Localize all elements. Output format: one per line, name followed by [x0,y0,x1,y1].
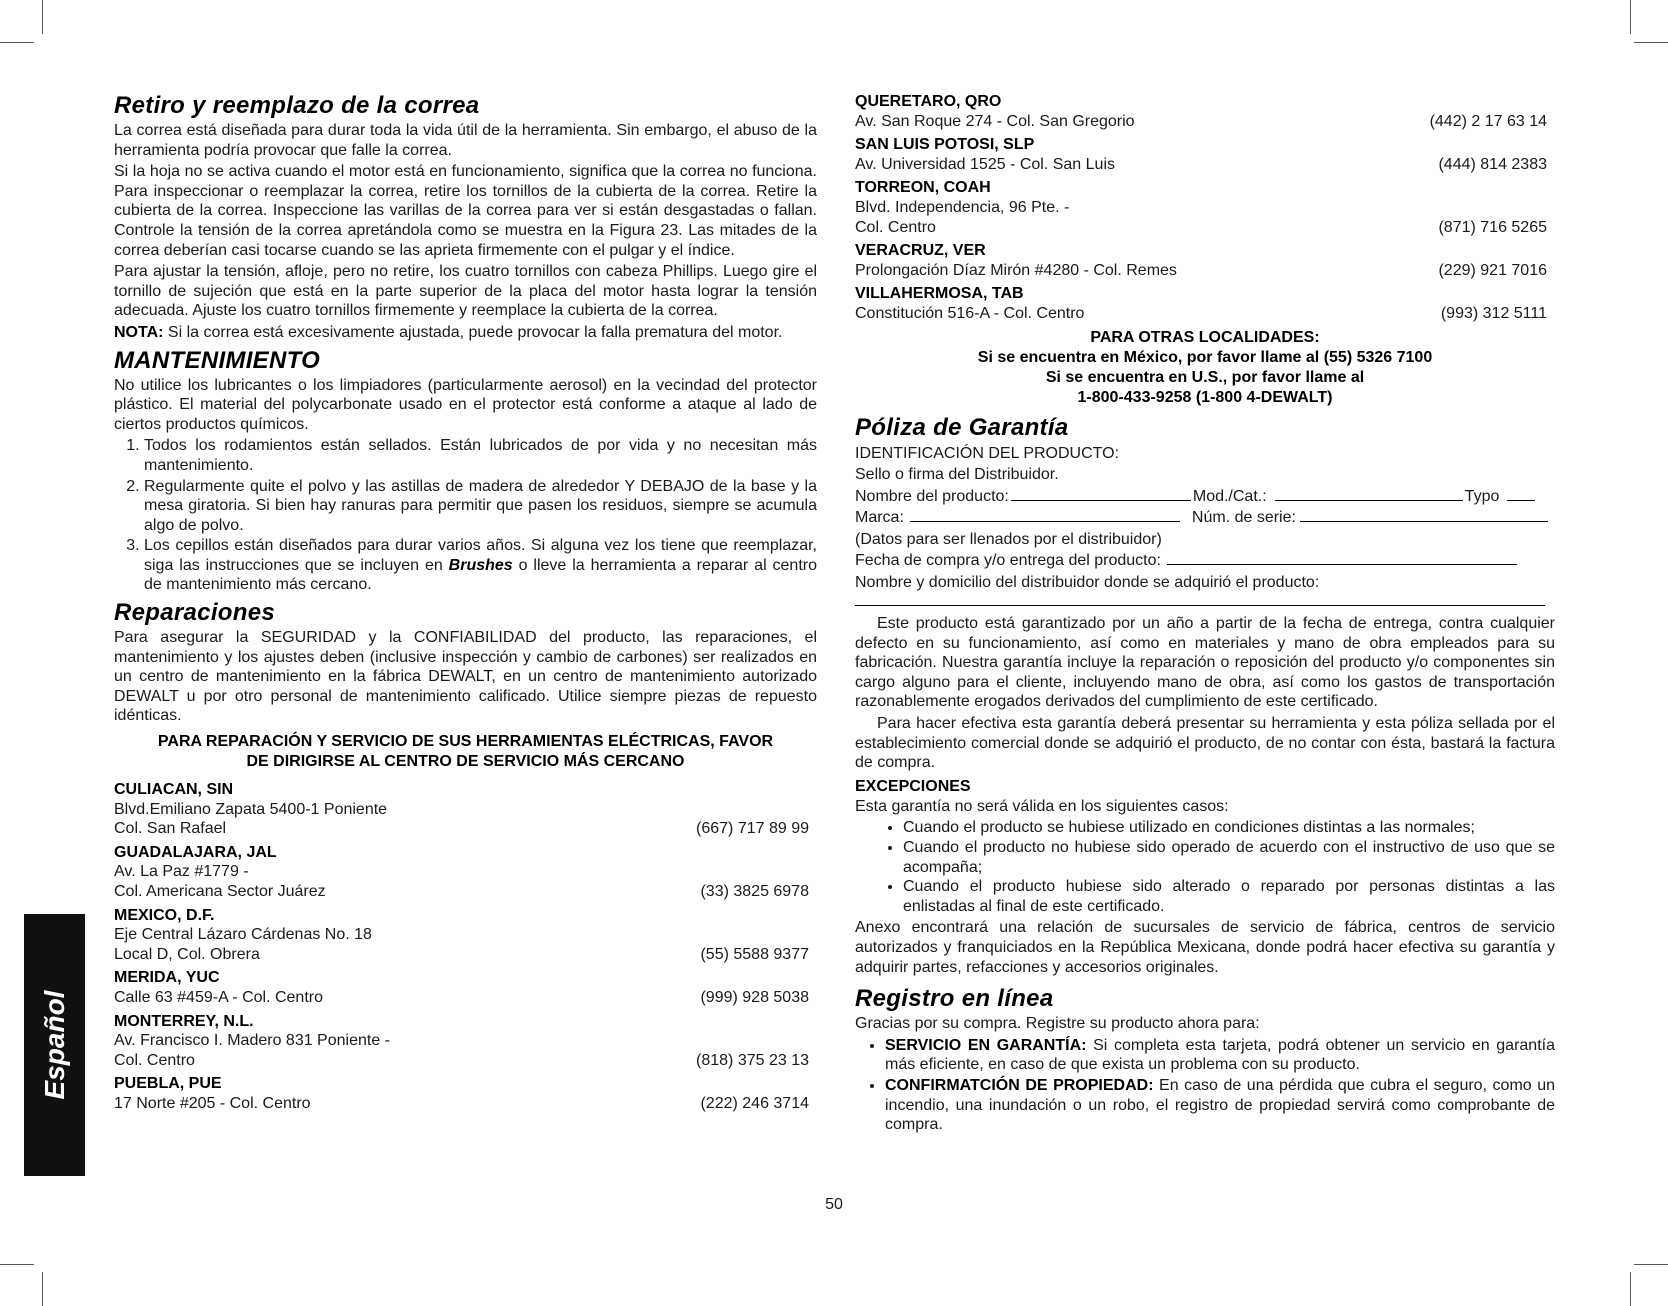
center-address: Local D, Col. Obrera [114,945,260,963]
exceptions-list [855,818,1555,916]
list-item: • Cuando el producto se hubiese utilizado en condiciones distintas a las normales; [903,818,1555,838]
center-phone: (667) 717 89 99 [696,820,809,838]
service-center [114,906,817,965]
crop-mark [42,0,43,34]
center-city: CULIACAN, SIN [114,781,234,799]
service-center [114,1074,817,1113]
warranty-title: Póliza de Garantía [855,413,1069,441]
distributor-seal-label: Sello o firma del Distribuidor. [855,466,1059,484]
item-text: Los cepillos están diseñados para durar varios años. Si alguna vez los tiene que reemplazar, siga las instrucciones que se incluyen en [144,537,817,574]
banner-line: DE DIRIGIRSE AL CENTRO DE SERVICIO MÁS CERCANO [246,753,685,771]
center-address: 17 Norte #205 - Col. Centro [114,1094,311,1112]
type-label: Typo [1464,487,1500,505]
distributor-address-field[interactable] [855,593,1545,606]
repairs-title: Reparaciones [114,599,276,627]
center-phone: (993) 312 5111 [1440,304,1547,322]
center-address: Col. Centro [114,1051,195,1069]
center-address: Av. La Paz #1779 - [114,863,249,881]
exceptions-title: EXCEPCIONES [855,777,971,795]
warranty-paragraph-2: Para hacer efectiva esta garantía deberá presentar su herramienta y esta póliza sellada por el establecimiento comercial donde se adquirió el producto, de no contar con ésta, bastará la factura de compra. [855,715,1555,772]
exceptions-intro: Esta garantía no será válida en los siguientes casos: [855,797,1229,815]
warranty-paragraph-1: Este producto está garantizado por un año a partir de la fecha de entrega, contra cualquier defecto en su funcionamiento, así como en materiales y mano de obra empleados para su fabricación. Nuestra garantía incluye la reparación o reposición del producto y/o componentes sin cargo alguno para el cliente, incluyendo mano de obra, así como los gastos de transportación razonablemente erogados derivados del cumplimiento de este certificado. [855,615,1555,711]
crop-mark [0,1264,34,1265]
belt-paragraph-3: Para ajustar la tensión, afloje, pero no retire, los cuatro tornillos con cabeza Phillips. Luego gire el tornillo de sujeción que está en la parte superior de la placa del motor hasta lograr la tensión adecuada. Ajuste los cuatro tornillos firmemente y reemplace la cubierta de la correa. [114,263,817,320]
center-address: Blvd.Emiliano Zapata 5400-1 Poniente [114,800,388,818]
center-address: Col. San Rafael [114,820,227,838]
right-column [855,92,1555,1136]
center-address: Col. Centro [855,218,936,236]
service-center [855,284,1555,323]
repairs-paragraph: Para asegurar la SEGURIDAD y la CONFIABILIDAD del producto, las reparaciones, el mantenimiento y los ajustes deben (inclusive inspección y cambio de carbones) ser realizados en un centro de mantenimiento en la fábrica DEWALT, en un centro de mantenimiento autorizado DEWALT u por otro personal de mantenimiento calificado. Utilice siempre piezas de repuesto idénticas. [114,629,817,725]
center-city: SAN LUIS POTOSI, SLP [855,136,1035,154]
crop-mark [1634,42,1668,43]
belt-paragraph-1: La correa está diseñada para durar toda la vida útil de la herramienta. Sin embargo, el abuso de la herramienta podría provocar que falle la correa. [114,122,817,159]
center-phone: (33) 3825 6978 [700,883,809,900]
center-city: MERIDA, YUC [114,969,220,987]
service-center [855,92,1555,131]
center-phone: (55) 5588 9377 [700,945,809,963]
bullet-label: CONFIRMATCIÓN DE PROPIEDAD: [885,1076,1154,1094]
belt-note [114,323,817,343]
online-registration-title: Registro en línea [855,985,1054,1013]
center-address: Av. Universidad 1525 - Col. San Luis [855,155,1115,173]
belt-section-title: Retiro y reemplazo de la correa [114,92,480,119]
center-address: Av. San Roque 274 - Col. San Gregorio [855,112,1135,130]
left-column [114,88,817,1118]
list-item [885,1076,1555,1135]
center-city: GUADALAJARA, JAL [114,843,277,861]
serial-label: Núm. de serie: [1191,509,1296,527]
language-tab-label: Español [38,990,70,1100]
center-address: Eje Central Lázaro Cárdenas No. 18 [114,926,372,944]
model-field[interactable] [1275,486,1463,501]
service-center [114,968,817,1007]
crop-mark [0,42,34,43]
page-number: 50 [825,1196,843,1213]
center-address: Calle 63 #459-A - Col. Centro [114,988,323,1006]
list-item [885,1036,1555,1075]
maintenance-paragraph: No utilice los lubricantes o los limpiadores (particularmente aerosol) en la vecindad del protector plástico. El material del polycarbonate usado en el protector está conforme a ataque al lado de ciertos productos químicos. [114,376,817,433]
center-address: Av. Francisco I. Madero 831 Poniente - [114,1032,390,1050]
other-locations [855,328,1555,408]
other-locations-title: PARA OTRAS LOCALIDADES: [1090,328,1320,346]
center-phone: (442) 2 17 63 14 [1429,112,1547,130]
center-city: QUERETARO, QRO [855,93,1002,110]
service-center [855,135,1555,174]
brand-label: Marca: [855,509,904,527]
product-name-row [855,486,1555,508]
crop-mark [42,1272,43,1306]
maintenance-list [114,436,817,595]
distributor-address-label: Nombre y domicilio del distribuidor donde se adquirió el producto: [855,573,1320,591]
brushes-reference: Brushes [448,556,513,574]
belt-paragraph-2: Si la hoja no se activa cuando el motor está en funcionamiento, significa que la correa no funciona. Para inspeccionar o reemplazar la correa, retire los tornillos de la cubierta de la correa. Retire la cubierta de la correa. Inspeccione las varillas de la correa para ver si están desgastadas o fallan. Controle la tensión de la correa apretándola como se muestra en la Figura 23. Las mitades de la correa deberían casi tocarse cuando se las aprieta firmemente con el pulgar y el índice. [114,163,817,259]
purchase-date-row [855,550,1555,572]
center-address: Prolongación Díaz Mirón #4280 - Col. Remes [855,261,1177,279]
type-field[interactable] [1507,486,1535,501]
product-name-label: Nombre del producto: [855,487,1009,505]
product-id-label: IDENTIFICACIÓN DEL PRODUCTO: [855,444,1120,462]
center-city: PUEBLA, PUE [114,1075,222,1093]
center-city: VERACRUZ, VER [855,242,986,260]
banner-line: PARA REPARACIÓN Y SERVICIO DE SUS HERRAMIENTAS ELÉCTRICAS, FAVOR [157,733,774,751]
crop-mark [1634,1264,1668,1265]
center-phone: (444) 814 2383 [1438,155,1547,173]
center-phone: (818) 375 23 13 [696,1051,809,1069]
bullet-text: En caso de una pérdida que cubra el seguro, como un incendio, una inundación o un robo, el registro de propiedad servirá como comprobante de compra. [885,1076,1555,1134]
mexico-phone-line: Si se encuentra en México, por favor llame al (55) 5326 7100 [977,348,1433,366]
service-center [114,780,817,839]
bullet-label: SERVICIO EN GARANTÍA: [885,1036,1087,1054]
us-phone-number: 1-800-433-9258 (1-800 4-DEWALT) [1077,388,1333,406]
language-tab [24,914,85,1176]
model-label: Mod./Cat.: [1192,487,1267,505]
purchase-date-label: Fecha de compra y/o entrega del producto: [855,552,1161,570]
center-phone: (999) 928 5038 [700,988,809,1006]
us-phone-line: Si se encuentra en U.S., por favor llame al [1045,368,1365,386]
product-name-field[interactable] [1011,486,1191,501]
service-center [114,1012,817,1071]
brand-row [855,507,1555,529]
service-banner [114,732,817,772]
note-text: Si la correa está excesivamente ajustada, puede provocar la falla prematura del motor. [163,323,783,341]
bullet-text: Si completa esta tarjeta, podrá obtener un servicio en garantía más eficiente, en caso de que exista un problema con su producto. [885,1036,1555,1074]
note-label: NOTA: [114,323,164,341]
serial-field[interactable] [1300,507,1548,522]
center-phone: (229) 921 7016 [1438,261,1547,279]
annex-paragraph: Anexo encontrará una relación de sucursales de servicio de fábrica, centros de servicio autorizados y franquiciados en la República Mexicana, donde podrá hacer efectiva su garantía y adquirir partes, refacciones y accesorios originales. [855,919,1555,976]
list-item: 1. Todos los rodamientos están sellados. Están lubricados de por vida y no necesitan más mantenimiento. [144,436,817,475]
brand-field[interactable] [910,507,1180,522]
crop-mark [1630,1272,1631,1306]
list-item [144,536,817,595]
center-city: TORREON, COAH [855,179,991,197]
registration-list [855,1036,1555,1135]
distributor-data-note: (Datos para ser llenados por el distribuidor) [855,530,1162,548]
center-address: Col. Americana Sector Juárez [114,883,326,900]
purchase-date-field[interactable] [1167,550,1517,565]
list-item: • Cuando el producto no hubiese sido operado de acuerdo con el instructivo de uso que se acompaña; [903,838,1555,877]
registration-intro: Gracias por su compra. Registre su producto ahora para: [855,1015,1260,1033]
list-item: • Cuando el producto hubiese sido alterado o reparado por personas distintas a las enlistadas al final de este certificado. [903,877,1555,916]
item-text: o lleve la herramienta a reparar al centro de mantenimiento más cercano. [144,556,818,594]
service-center [114,843,817,902]
center-city: MONTERREY, N.L. [114,1012,254,1030]
service-center [855,178,1555,237]
center-phone: (222) 246 3714 [700,1094,809,1112]
center-city: VILLAHERMOSA, TAB [855,285,1024,303]
center-address: Constitución 516-A - Col. Centro [855,304,1085,322]
list-item: 2. Regularmente quite el polvo y las astillas de madera de alrededor Y DEBAJO de la base y la mesa giratoria. Si bien hay ranuras para permitir que pasen los residuos, siempre se acumula algo de polvo. [144,477,817,536]
crop-mark [1630,0,1631,34]
center-city: MEXICO, D.F. [114,906,215,924]
center-phone: (871) 716 5265 [1438,218,1547,236]
maintenance-title: MANTENIMIENTO [114,346,321,374]
center-address: Blvd. Independencia, 96 Pte. - [855,198,1070,216]
service-center [855,241,1555,280]
